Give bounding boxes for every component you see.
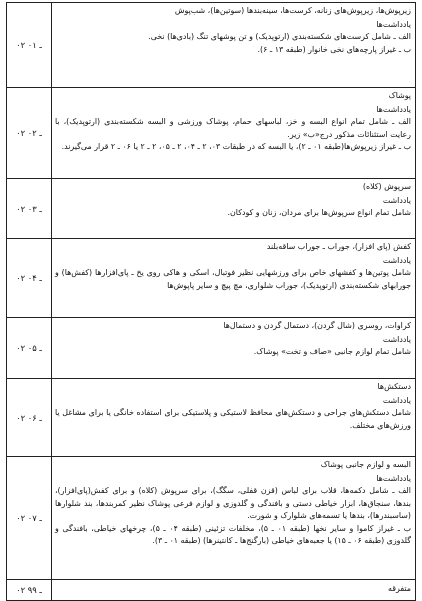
notes-heading: یادداشت [382,396,411,405]
class-description [52,379,416,457]
note-line: الف ـ شامل کرست‌های شکسته‌بندی (ارتوپدیک) و تن پوشهای تنگ (بادی‌ها) نخی. [148,32,411,41]
notes-heading: یادداشت‌ها [376,105,411,114]
class-title: کفش (پای افزار)، جوراب ـ جوراب ساقه‌بلند [266,242,411,251]
class-description [52,318,416,379]
class-title: دستکش‌ها [377,382,411,391]
class-description [52,179,416,239]
note-line: شامل دستکش‌های جراحی و دستکش‌های محافظ لاستیکی و پلاستیکی برای استفاده خانگی یا برای مشاغل یا ورزش‌های مختلف. [55,408,411,430]
table-row [7,379,416,457]
class-description [52,457,416,580]
class-description [52,3,416,88]
notes-heading: یادداشت [382,335,411,344]
class-code: ۰۲ ـ ۹۹ [7,580,52,601]
class-code: ۰۲ ـ ۰۳ [7,179,52,239]
class-title: متفرقه [388,584,411,593]
note-line: ب ـ غیراز زیرپوش‌ها(طبقه ۰۱ ـ ۲)، یا البسه که در طبقات ۰۳، ۲ ـ ۰۴، ۲ ـ ۰۵، ۲ ـ ۲ یا ۰۶ ـ ۲ قرار می‌گیرند. [61,142,411,151]
note-line: شامل تمام لوازم جانبی «صاف و تخت» پوشاک. [253,347,411,356]
table-row [7,179,416,239]
class-title: سرپوش (کلاه) [362,182,411,191]
class-title: پوشاک [388,91,411,100]
note-line: الف ـ شامل دکمه‌ها، قلاب برای لباس (قزن قفلی، سگگ)، برای سرپوش (کلاه) و برای کفش(پای‌افزار)، بندها، سنجاق‌ها، ابزار خیاطی دستی و بافندگی و گلدوزی و لوازم فرعی پوشاک نظیر کمربندها، بند شلوارها (ساسبندرها)، بندها یا تسمه‌های شلوارک و شورت. [55,486,411,520]
class-title: کراوات، روسری (شال گردن)، دستمال گردن و دستمال‌ها [223,321,411,330]
table-row [7,239,416,318]
class-code: ۰۲ ـ ۰۲ [7,88,52,179]
class-code: ۰۲ ـ ۰۱ [7,3,52,88]
note-line: شامل تمام انواع سرپوش‌ها برای مردان، زنان و کودکان. [227,208,411,217]
class-code: ۰۲ ـ ۰۷ [7,457,52,580]
class-description [52,580,416,601]
note-line: الف ـ شامل تمام انواع البسه و خز، لباسهای حمام، پوشاک ورزشی و البسه شکسته‌بندی (ارتوپدیک)، با رعایت استثنائات مذکور درج«ب» زیر. [55,117,411,139]
table-row [7,3,416,88]
table-row [7,318,416,379]
table-row [7,457,416,580]
note-line: ب ـ غیراز کاموا و سایر نخها (طبقه ۰۱ ـ ۵)، مخلفات تزئینی (طبقه ۰۴ ـ ۵)، چرخهای خیاطی، بافندگی و گلدوزی (طبقه ۰۶ ـ ۱۵) یا جعبه‌های خیاطی (بارگنج‌ها ـ کانتینرها) (طبقه ۰۱ ـ ۳). [55,523,412,545]
class-code: ۰۲ ـ ۰۶ [7,379,52,457]
note-line: ب ـ غیراز پارچه‌های نخی خانوار (طبقه ۱۳ ـ ۶). [257,44,411,54]
table-row [7,88,416,179]
class-description [52,88,416,179]
class-code: ۰۲ ـ ۰۵ [7,318,52,379]
classification-table [6,2,416,601]
class-title: البسه و لوازم جانبی پوشاک [320,460,411,469]
class-description [52,239,416,318]
table-row [7,580,416,601]
notes-heading: یادداشت [382,256,411,265]
notes-heading: یادداشت‌ها [376,474,411,483]
class-title: زیرپوش‌ها، زیرپوش‌های زنانه، کرست‌ها، سینه‌بندها (سوتین‌ها)، شب‌پوش [174,6,411,15]
notes-heading: یادداشت‌ها [376,20,411,29]
class-code: ۰۲ ـ ۰۴ [7,239,52,318]
notes-heading: یادداشت [382,196,411,205]
note-line: شامل پوتین‌ها و کفشهای خاص برای ورزشهایی نظیر فوتبال، اسکی و هاکی روی یخ ـ پای‌افزارها (کفش‌ها) و جورابهای شکسته‌بندی (ارتوپدیک)، جوراب شلواری، مچ پیچ و سایر پاپوش‌ها [55,268,411,290]
